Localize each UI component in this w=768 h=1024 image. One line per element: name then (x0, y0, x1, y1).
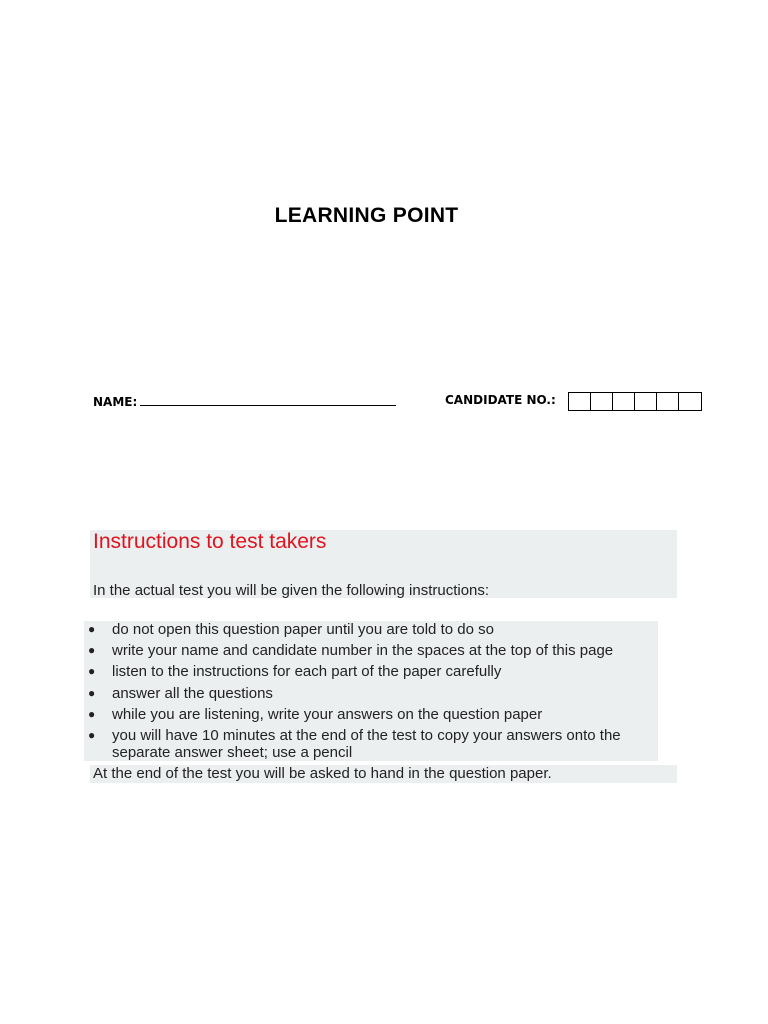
instructions-closing: At the end of the test you will be asked to hand in the question paper. (93, 765, 552, 782)
list-item-text: while you are listening, write your answers on the question paper (112, 706, 543, 723)
candidate-number-label: CANDIDATE NO.: (445, 393, 556, 407)
list-item-text: answer all the questions (112, 685, 273, 702)
list-item-text: write your name and candidate number in the spaces at the top of this page (112, 642, 614, 659)
bullet-icon: ● (88, 686, 96, 700)
candidate-digit-box (613, 393, 635, 410)
bullet-icon: ● (88, 664, 96, 678)
instructions-closing-panel (90, 765, 677, 783)
bullet-icon: ● (88, 707, 96, 721)
candidate-digit-box (591, 393, 613, 410)
instructions-bullet-panel (84, 621, 658, 761)
name-field (93, 393, 396, 409)
candidate-digit-box (679, 393, 701, 410)
list-item-text: you will have 10 minutes at the end of the test to copy your answers onto the separate answer sheet; use a pencil (112, 727, 621, 761)
bullet-icon: ● (88, 728, 96, 742)
candidate-digit-box (657, 393, 679, 410)
instructions-heading: Instructions to test takers (93, 530, 327, 553)
name-underline (140, 393, 396, 406)
name-label: NAME: (93, 395, 138, 409)
list-item-text: do not open this question paper until you are told to do so (112, 621, 494, 638)
instructions-intro: In the actual test you will be given the following instructions: (93, 582, 490, 599)
bullet-icon: ● (88, 643, 96, 657)
instructions-header-panel (90, 530, 677, 598)
candidate-digit-box (569, 393, 591, 410)
page-title: LEARNING POINT (274, 204, 459, 227)
candidate-number-boxes (568, 392, 702, 411)
list-item-text: listen to the instructions for each part of the paper carefully (112, 663, 502, 680)
candidate-digit-box (635, 393, 657, 410)
bullet-icon: ● (88, 622, 96, 636)
